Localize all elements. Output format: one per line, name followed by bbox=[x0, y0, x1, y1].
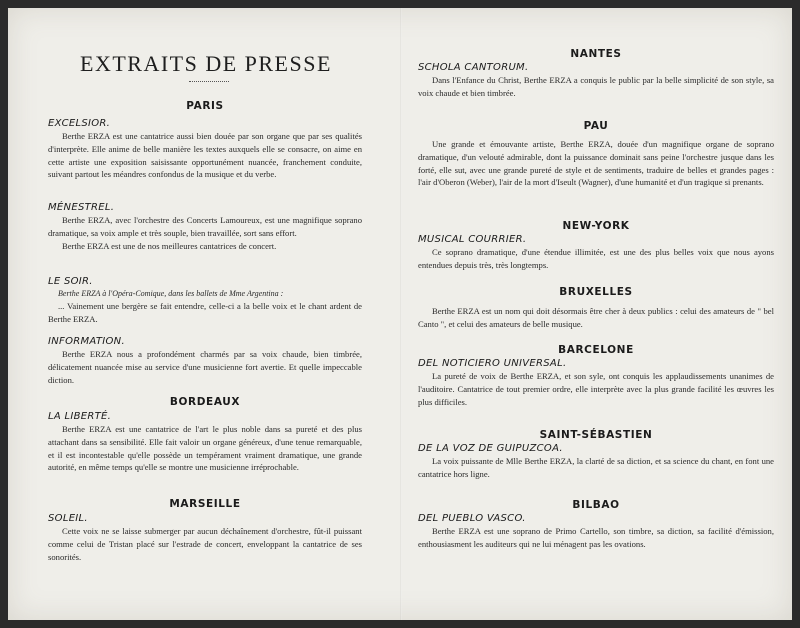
newspaper-name: LA LIBERTÉ. bbox=[48, 411, 112, 422]
city-heading: BARCELONE bbox=[558, 344, 634, 356]
city-heading: NANTES bbox=[570, 48, 622, 60]
excerpt-excelsior bbox=[48, 118, 362, 181]
section-bilbao bbox=[418, 499, 774, 551]
newspaper-name: SCHOLA CANTORUM. bbox=[418, 62, 529, 73]
title-ornament bbox=[189, 79, 229, 83]
excerpt-text: Une grande et émouvante artiste, Berthe ERZA, douée d'un magnifique organe de soprano dramatique, d'un velouté admirable, dont la puissance dominait sans peine l'orchestre jusque dans les forté, elle sut, avec une grande pureté de style et de sentiments, traduire de belles et grandes pages : l'air d'Oberon (Weber), l'air de la mort d'Iseult (Wagner), d'une humanité et d'un tragique si prenants. bbox=[418, 139, 774, 188]
excerpt-text: Berthe ERZA, avec l'orchestre des Concerts Lamoureux, est une magnifique soprano dramatique, sa voix ample et très souple, bien travaillée, sort sans effort. bbox=[48, 215, 362, 238]
newspaper-name: LE SOIR. bbox=[48, 276, 93, 287]
section-new-york bbox=[418, 220, 774, 272]
city-heading: SAINT-SÉBASTIEN bbox=[539, 429, 653, 441]
section-barcelone bbox=[418, 344, 774, 408]
section-pau bbox=[418, 120, 774, 189]
excerpt-text: Berthe ERZA est une soprano de Primo Cartello, son timbre, sa diction, sa facilité d'émission, enthousiasment les auditeurs qui ne lui ménagent pas les ovations. bbox=[418, 526, 774, 549]
excerpt-text: ... Vainement une bergère se fait entendre, celle-ci a la belle voix et le chant ardent de Berthe ERZA. bbox=[48, 301, 362, 324]
excerpt-text: Berthe ERZA est un nom qui doit désormais être cher à deux publics : celui des amateurs de " bel Canto ", et celui des amateurs de belle musique. bbox=[418, 306, 774, 329]
excerpt-text: La voix puissante de Mlle Berthe ERZA, la clarté de sa diction, et sa science du chant, en font une cantatrice hors ligne. bbox=[418, 456, 774, 479]
city-heading: MARSEILLE bbox=[169, 498, 241, 510]
excerpt-text: Berthe ERZA est une de nos meilleures cantatrices de concert. bbox=[62, 240, 277, 251]
section-saint-sebastien bbox=[418, 429, 774, 481]
left-column bbox=[48, 8, 362, 562]
excerpt-menestrel bbox=[48, 202, 362, 252]
excerpt-text: Berthe ERZA nous a profondément charmés par sa voix chaude, bien timbrée, délicatement nuancée mise au service d'une musicienne fort avertie. Et quelle impeccable diction. bbox=[48, 349, 362, 385]
excerpt-text: Cette voix ne se laisse submerger par aucun déchaînement d'orchestre, fût-il puissant comme celui de Tristan placé sur l'estrade de concert, enveloppant la cantatrice de ses sonorités. bbox=[48, 526, 362, 562]
city-heading: BRUXELLES bbox=[559, 286, 633, 298]
center-fold bbox=[400, 8, 402, 620]
excerpt-context-note: Berthe ERZA à l'Opéra-Comique, dans les ballets de Mme Argentina : bbox=[58, 289, 284, 298]
excerpt-text: La pureté de voix de Berthe ERZA, et son syle, ont conquis les applaudissements unanimes de l'auditoire. Cantatrice de tout premier ordre, elle interprète avec la plus grande facilité les œuvres les plus difficiles. bbox=[418, 371, 774, 407]
section-nantes bbox=[418, 48, 774, 100]
city-heading: NEW-YORK bbox=[562, 220, 630, 232]
section-bruxelles bbox=[418, 286, 774, 331]
newspaper-name: MUSICAL COURRIER. bbox=[418, 234, 527, 245]
page-title: EXTRAITS DE PRESSE bbox=[80, 51, 332, 76]
city-heading: PAU bbox=[583, 120, 609, 132]
excerpt-text: Dans l'Enfance du Christ, Berthe ERZA a conquis le public par la belle simplicité de son style, sa voix chaude et bien timbrée. bbox=[418, 75, 774, 98]
newspaper-name: EXCELSIOR. bbox=[48, 118, 111, 129]
newspaper-name: MÉNESTREL. bbox=[48, 202, 115, 213]
newspaper-name: DEL PUEBLO VASCO. bbox=[418, 513, 526, 524]
excerpt-text: Berthe ERZA est une cantatrice aussi bien douée par son organe que par ses qualités d'interprète. Elle anime de belle manière les textes auxquels elle se consacre, on aime en cette artiste une exposition saisissante opportunément nuancée, franchement conduite, suivant partout les méandres confondus de la musique et du verbe. bbox=[48, 131, 362, 180]
excerpt-text: Berthe ERZA est une cantatrice de l'art le plus noble dans sa pureté et des plus attachant dans sa sensibilité. Elle fait valoir un organe généreux, d'une tenue remarquable, et il est incontestable qu'elle possède un tempérament vraiment dramatique, une grande autorité, en même temps qu'elle se montre une musicienne irréprochable. bbox=[48, 424, 362, 473]
newspaper-name: SOLEIL. bbox=[48, 513, 88, 524]
section-marseille bbox=[48, 498, 362, 563]
city-heading: BORDEAUX bbox=[169, 396, 241, 408]
city-heading: PARIS bbox=[186, 100, 224, 112]
excerpt-text: Ce soprano dramatique, d'une étendue illimitée, est une des plus belles voix que nous ayons entendues depuis très, très longtemps. bbox=[418, 247, 774, 270]
section-paris bbox=[48, 100, 362, 112]
press-sheet bbox=[8, 8, 792, 620]
excerpt-le-soir bbox=[48, 276, 362, 326]
city-heading: BILBAO bbox=[572, 499, 620, 511]
newspaper-name: INFORMATION. bbox=[48, 336, 125, 347]
newspaper-name: DE LA VOZ DE GUIPUZCOA. bbox=[418, 443, 563, 454]
section-bordeaux bbox=[48, 396, 362, 474]
newspaper-name: DEL NOTICIERO UNIVERSAL. bbox=[418, 358, 567, 369]
excerpt-information bbox=[48, 336, 362, 386]
